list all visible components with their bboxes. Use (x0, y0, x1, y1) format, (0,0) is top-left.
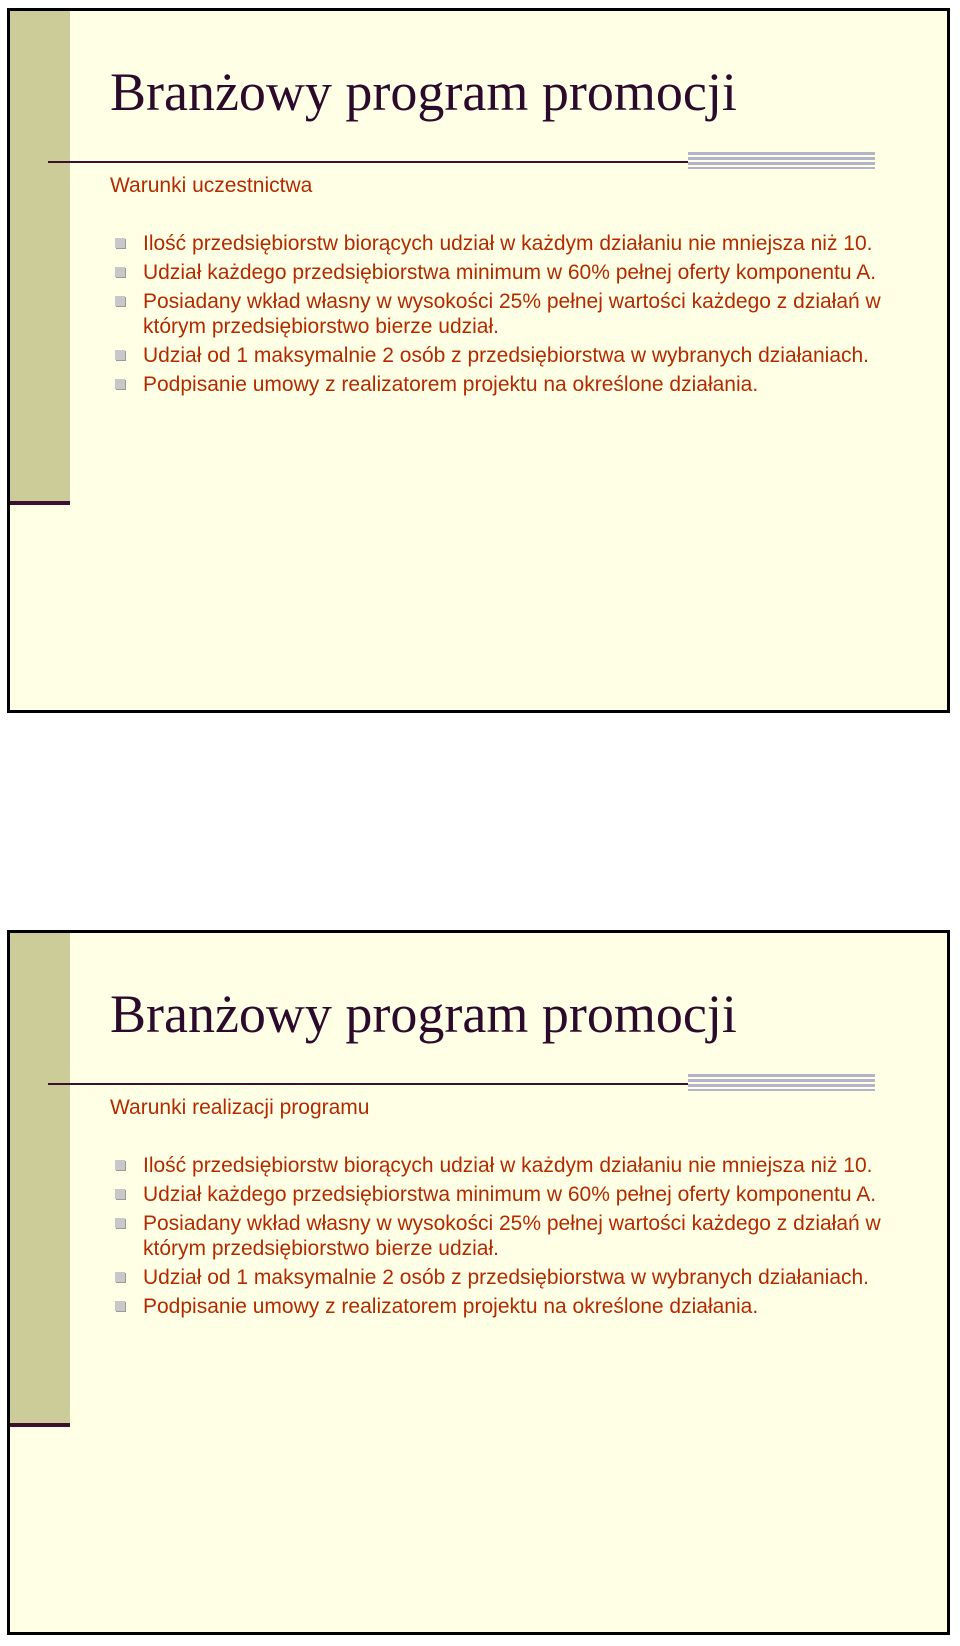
accent-bar (10, 933, 70, 1423)
square-bullet-icon (115, 1301, 125, 1311)
title-underline (48, 1083, 688, 1085)
bullet-list (110, 1153, 900, 1323)
bullet-item (110, 1294, 900, 1319)
bullet-text: Ilość przedsiębiorstw biorących udział w każdym działaniu nie mniejsza niż 10. (143, 232, 873, 255)
slide-2 (7, 930, 950, 1635)
bullet-item (110, 231, 900, 256)
bullet-item (110, 372, 900, 397)
accent-bar (10, 11, 70, 501)
slide-1 (7, 8, 950, 713)
bullet-text: Podpisanie umowy z realizatorem projektu na określone działania. (143, 1295, 759, 1318)
title-underline (48, 161, 688, 163)
accent-bar-divider (10, 1423, 70, 1427)
bullet-item (110, 343, 900, 368)
bullet-item (110, 260, 900, 285)
square-bullet-icon (115, 1272, 125, 1282)
bullet-text: Posiadany wkład własny w wysokości 25% pełnej wartości każdego z działań w którym przedsiębiorstwo bierze udział. (143, 290, 881, 338)
bullet-item (110, 1211, 900, 1261)
square-bullet-icon (115, 1218, 125, 1228)
bullet-text: Udział od 1 maksymalnie 2 osób z przedsiębiorstwa w wybranych działaniach. (143, 344, 870, 367)
square-bullet-icon (115, 1160, 125, 1170)
bullet-text: Udział każdego przedsiębiorstwa minimum w 60% pełnej oferty komponentu A. (143, 1183, 877, 1206)
slide-title: Branżowy program promocji (110, 984, 737, 1044)
square-bullet-icon (115, 350, 125, 360)
accent-bar-divider (10, 501, 70, 505)
square-bullet-icon (115, 379, 125, 389)
bullet-text: Podpisanie umowy z realizatorem projektu na określone działania. (143, 373, 759, 396)
bullet-item (110, 1153, 900, 1178)
slide-title: Branżowy program promocji (110, 62, 737, 122)
bullet-list (110, 231, 900, 401)
bullet-text: Posiadany wkład własny w wysokości 25% pełnej wartości każdego z działań w którym przedsiębiorstwo bierze udział. (143, 1212, 881, 1260)
square-bullet-icon (115, 1189, 125, 1199)
title-underline-stripes (688, 152, 875, 169)
bullet-text: Udział od 1 maksymalnie 2 osób z przedsiębiorstwa w wybranych działaniach. (143, 1266, 870, 1289)
bullet-item (110, 1265, 900, 1290)
bullet-item (110, 1182, 900, 1207)
square-bullet-icon (115, 267, 125, 277)
bullet-item (110, 289, 900, 339)
square-bullet-icon (115, 296, 125, 306)
square-bullet-icon (115, 238, 125, 248)
bullet-text: Ilość przedsiębiorstw biorących udział w każdym działaniu nie mniejsza niż 10. (143, 1154, 873, 1177)
slide-subtitle: Warunki uczestnictwa (110, 174, 313, 197)
title-underline-stripes (688, 1074, 875, 1091)
bullet-text: Udział każdego przedsiębiorstwa minimum w 60% pełnej oferty komponentu A. (143, 261, 877, 284)
slide-subtitle: Warunki realizacji programu (110, 1096, 370, 1119)
